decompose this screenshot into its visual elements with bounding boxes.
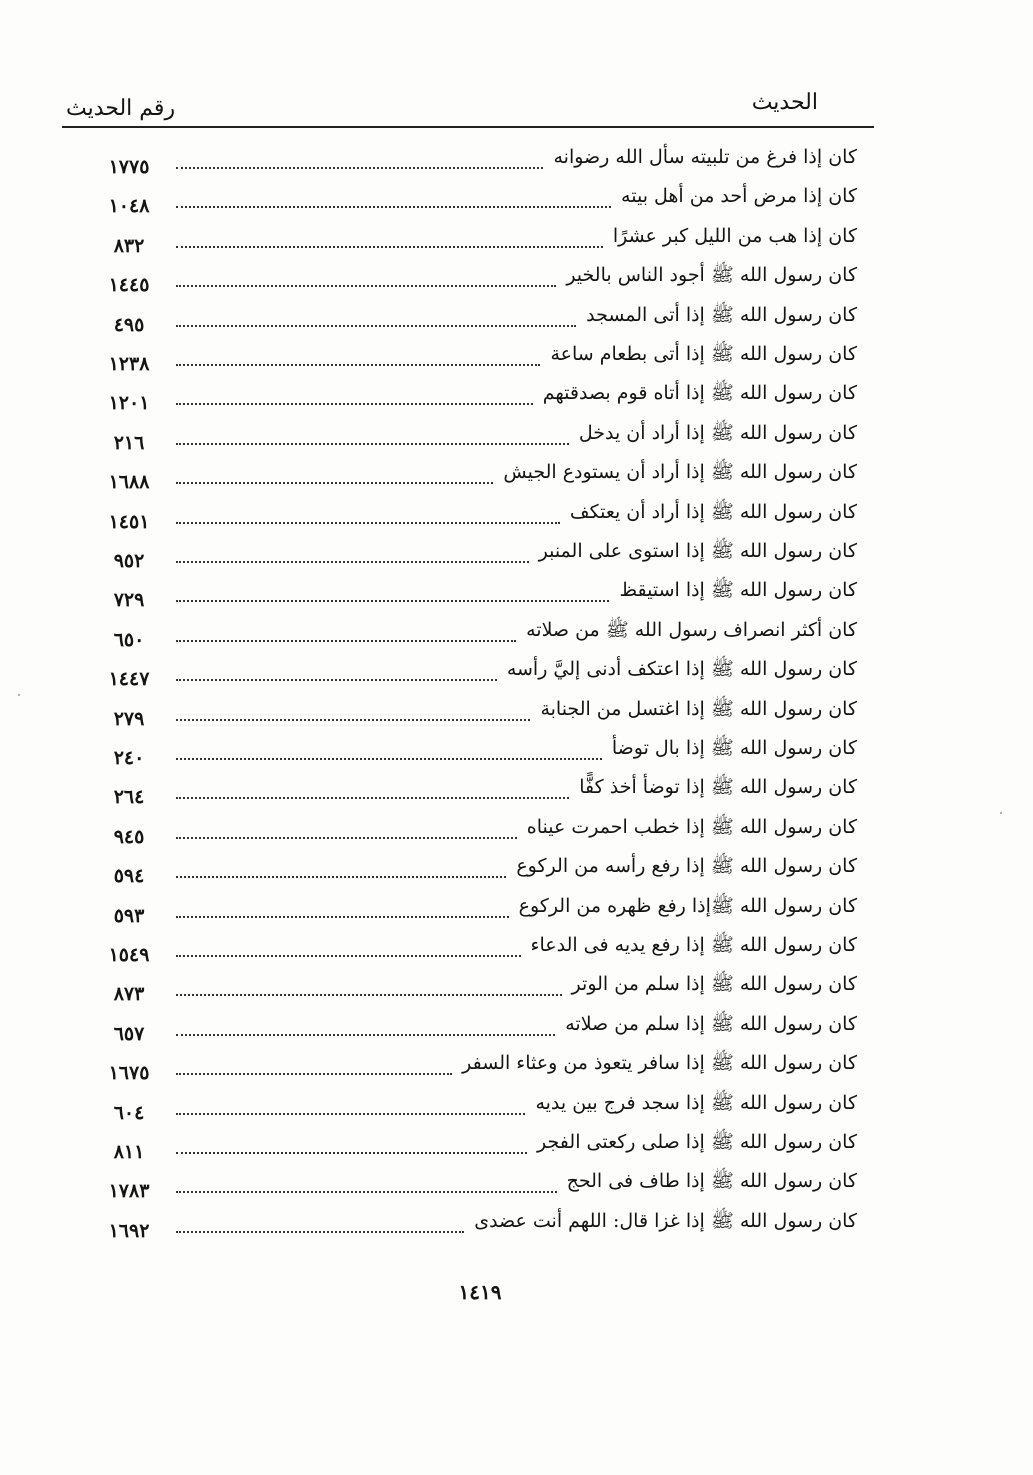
hadith-number: ٨٧٣ [113, 983, 145, 1006]
dot-leader [176, 1034, 555, 1036]
dot-leader [176, 561, 529, 563]
index-row [0, 613, 1033, 653]
dot-leader [176, 837, 517, 839]
hadith-text: كان رسول الله ﷺ إذا أراد أن يعتكف [569, 500, 857, 523]
dot-leader [176, 640, 516, 642]
hadith-text: كان رسول الله ﷺ إذا رفع يديه فى الدعاء [530, 934, 857, 956]
dot-leader [176, 167, 543, 169]
hadith-number: ١٥٤٩ [108, 944, 150, 966]
dot-leader [176, 325, 576, 327]
index-row [0, 258, 1033, 298]
index-row [0, 298, 1033, 338]
hadith-number: ٦٥٧ [113, 1022, 145, 1045]
index-row [0, 692, 1033, 732]
index-row [0, 179, 1033, 219]
hadith-text: كان إذا فرغ من تلبيته سأل الله رضوانه [553, 146, 857, 168]
dot-leader [176, 522, 560, 524]
dot-leader [176, 758, 602, 760]
dot-leader [176, 246, 603, 248]
index-row [0, 849, 1033, 889]
hadith-text: كان رسول الله ﷺ إذا طاف فى الحج [566, 1170, 857, 1193]
dot-leader [176, 994, 562, 996]
index-row [0, 967, 1033, 1007]
dot-leader [176, 403, 533, 405]
dot-leader [176, 1073, 452, 1075]
hadith-number: ١٢٣٨ [108, 353, 150, 375]
index-row [0, 810, 1033, 850]
hadith-number-column-header: رقم الحديث [66, 96, 176, 121]
hadith-number: ٢٧٩ [113, 707, 145, 730]
hadith-text: كان رسول الله ﷺ إذا اعتكف أدنى إليَّ رأسه [506, 658, 857, 681]
hadith-text: كان رسول الله ﷺ إذا اغتسل من الجنابة [540, 697, 857, 720]
hadith-text: كان إذا هب من الليل كبر عشرًا [612, 224, 857, 247]
hadith-text: كان رسول الله ﷺ إذا صلى ركعتى الفجر [537, 1131, 857, 1153]
dot-leader [176, 876, 506, 878]
hadith-number: ٦٠٤ [113, 1101, 145, 1124]
index-row [0, 1007, 1033, 1047]
dot-leader [176, 443, 569, 445]
hadith-number: ١٦٨٨ [108, 471, 150, 494]
hadith-text: كان رسول الله ﷺ إذا أتى المسجد [586, 303, 857, 326]
dot-leader [176, 1152, 527, 1154]
index-row [0, 219, 1033, 259]
index-row [0, 495, 1033, 535]
hadith-column-header: الحديث [751, 90, 818, 115]
index-row [0, 1046, 1033, 1086]
hadith-text: كان أكثر انصراف رسول الله ﷺ من صلاته [526, 618, 857, 641]
index-row [0, 1204, 1033, 1244]
index-row [0, 455, 1033, 495]
hadith-number: ٢٦٤ [113, 786, 145, 809]
hadith-number: ١٤٤٥ [108, 274, 150, 297]
hadith-text: كان رسول الله ﷺإذا رفع ظهره من الركوع [518, 894, 857, 917]
hadith-number: ١٤٥١ [108, 510, 150, 533]
dot-leader [176, 797, 569, 799]
page-header [62, 86, 874, 128]
hadith-number: ١٠٤٨ [108, 195, 150, 218]
hadith-number: ١٧٧٥ [108, 156, 150, 178]
dot-leader [176, 955, 521, 957]
hadith-number: ٩٥٢ [113, 550, 145, 572]
hadith-text: كان رسول الله ﷺ إذا أتى بطعام ساعة [550, 343, 857, 365]
hadith-number: ٢٤٠ [113, 747, 145, 769]
hadith-number: ٢١٦ [113, 431, 145, 454]
index-row [0, 770, 1033, 810]
hadith-text: كان رسول الله ﷺ إذا غزا قال: اللهم أنت عضدى [474, 1209, 857, 1232]
hadith-text: كان رسول الله ﷺ إذا سافر يتعوذ من وعثاء السفر [462, 1052, 857, 1075]
index-row [0, 652, 1033, 692]
hadith-number: ١٦٧٥ [108, 1062, 150, 1085]
hadith-text: كان رسول الله ﷺ إذا أراد أن يدخل [578, 421, 857, 444]
dot-leader [176, 679, 497, 681]
hadith-text: كان رسول الله ﷺ إذا أراد أن يستودع الجيش [503, 461, 857, 484]
dot-leader [176, 285, 556, 287]
hadith-number: ٨١١ [113, 1141, 145, 1163]
hadith-number: ١٤٤٧ [108, 668, 150, 691]
dot-leader [176, 1191, 557, 1193]
hadith-number: ٤٩٥ [113, 313, 145, 336]
hadith-text: كان رسول الله ﷺ إذا استوى على المنبر [538, 540, 857, 562]
index-row [0, 534, 1033, 574]
hadith-number: ١٦٩٢ [108, 1219, 150, 1242]
hadith-text: كان رسول الله ﷺ أجود الناس بالخير [566, 264, 857, 287]
index-row [0, 1125, 1033, 1165]
hadith-number: ٥٩٣ [113, 904, 145, 927]
hadith-number: ١٢٠١ [108, 392, 150, 415]
hadith-text: كان رسول الله ﷺ إذا أتاه قوم بصدقتهم [542, 382, 857, 405]
hadith-text: كان إذا مرض أحد من أهل بيته [621, 185, 857, 208]
dot-leader [176, 719, 530, 721]
hadith-text: كان رسول الله ﷺ إذا رفع رأسه من الركوع [516, 855, 857, 878]
hadith-number: ٩٤٥ [113, 825, 145, 848]
index-row [0, 889, 1033, 929]
scan-speck [18, 694, 20, 696]
hadith-text: كان رسول الله ﷺ إذا استيقظ [619, 579, 857, 602]
dot-leader [176, 1113, 525, 1115]
dot-leader [176, 364, 540, 366]
index-row [0, 573, 1033, 613]
dot-leader [176, 1231, 464, 1233]
page-number: ١٤١٩ [458, 1280, 502, 1304]
dot-leader [176, 482, 493, 484]
hadith-text: كان رسول الله ﷺ إذا توضأ أخذ كفًّا [579, 776, 857, 799]
hadith-text: كان رسول الله ﷺ إذا بال توضأ [611, 737, 857, 759]
hadith-text: كان رسول الله ﷺ إذا سجد فرج بين يديه [535, 1091, 857, 1114]
hadith-number: ٦٥٠ [113, 628, 145, 651]
hadith-text: كان رسول الله ﷺ إذا سلم من الوتر [571, 973, 857, 996]
scan-speck [1000, 812, 1002, 814]
index-row [0, 1086, 1033, 1126]
index-row [0, 1164, 1033, 1204]
hadith-number: ٥٩٤ [113, 865, 145, 888]
dot-leader [176, 600, 609, 602]
index-row [0, 731, 1033, 771]
hadith-number: ٧٢٩ [113, 589, 145, 612]
index-row [0, 928, 1033, 968]
index-row [0, 376, 1033, 416]
dot-leader [176, 206, 611, 208]
index-row [0, 416, 1033, 456]
hadith-number: ٨٣٢ [113, 234, 145, 257]
dot-leader [176, 916, 509, 918]
hadith-text: كان رسول الله ﷺ إذا خطب احمرت عيناه [526, 815, 857, 838]
hadith-number: ١٧٨٣ [108, 1180, 150, 1203]
hadith-text: كان رسول الله ﷺ إذا سلم من صلاته [565, 1012, 857, 1035]
index-row [0, 140, 1033, 180]
index-row [0, 337, 1033, 377]
